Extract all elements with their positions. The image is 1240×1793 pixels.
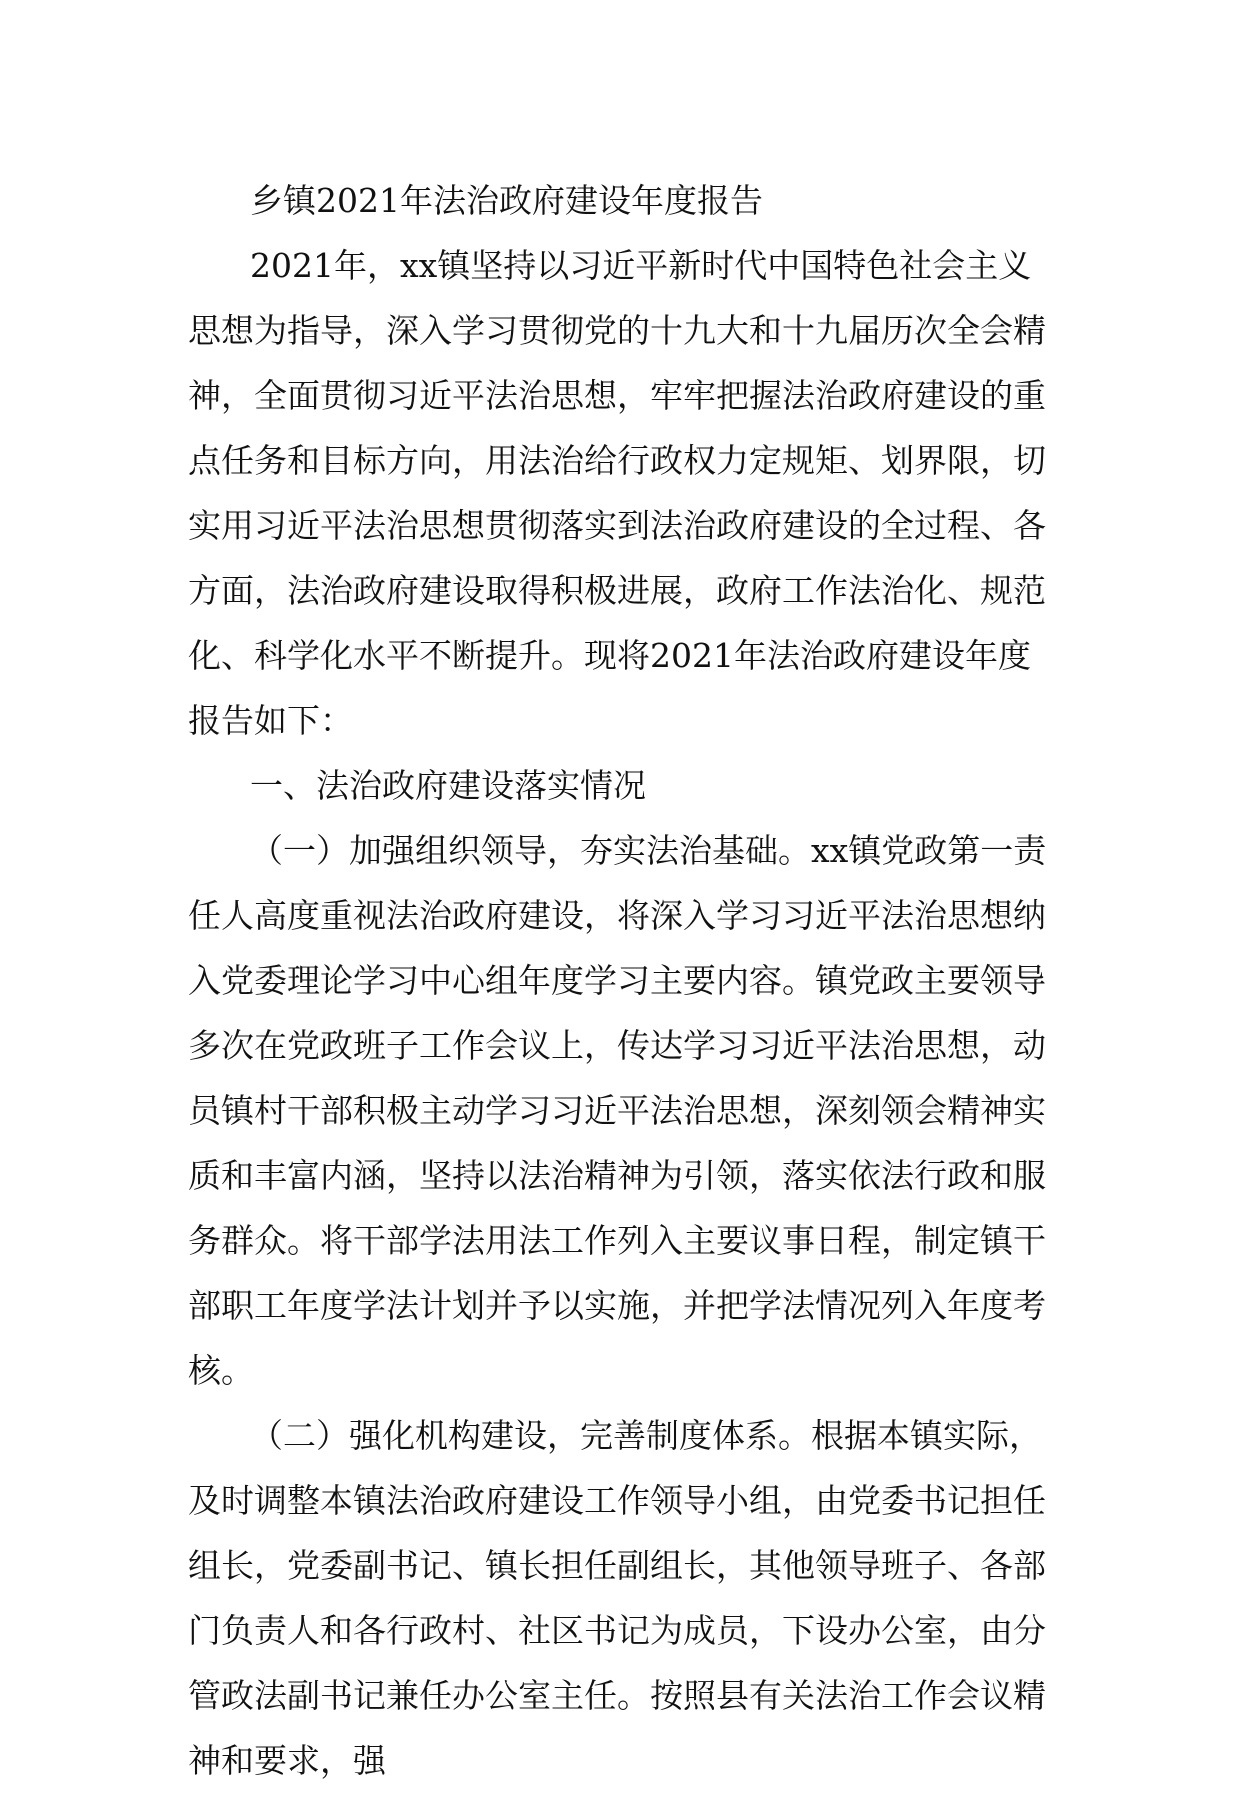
section-heading: 一、法治政府建设落实情况 [250,766,646,805]
document-body [188,168,1058,1793]
intro-paragraph: 2021年，xx镇坚持以习近平新时代中国特色社会主义思想为指导，深入学习贯彻党的十九大和十九届历次全会精神，全面贯彻习近平法治思想，牢牢把握法治政府建设的重点任务和目标方向，用法治给行政权力定规矩、划界限，切实用习近平法治思想贯彻落实到法治政府建设的全过程、各方面，法治政府建设取得积极进展，政府工作法治化、规范化、科学化水平不断提升。现将2021年法治政府建设年度报告如下： [188,246,1046,740]
paragraph-organization: （一）加强组织领导，夯实法治基础。xx镇党政第一责任人高度重视法治政府建设，将深入学习习近平法治思想纳入党委理论学习中心组年度学习主要内容。镇党政主要领导多次在党政班子工作会议上，传达学习习近平法治思想，动员镇村干部积极主动学习习近平法治思想，深刻领会精神实质和丰富内涵，坚持以法治精神为引领，落实依法行政和服务群众。将干部学法用法工作列入主要议事日程，制定镇干部职工年度学法计划并予以实施，并把学法情况列入年度考核。 [188,831,1047,1390]
paragraph-institution: （二）强化机构建设，完善制度体系。根据本镇实际，及时调整本镇法治政府建设工作领导小组，由党委书记担任组长，党委副书记、镇长担任副组长，其他领导班子、各部门负责人和各行政村、社区书记为成员，下设办公室，由分管政法副书记兼任办公室主任。按照县有关法治工作会议精神和要求，强 [188,1416,1046,1780]
document-title: 乡镇2021年法治政府建设年度报告 [250,181,763,220]
